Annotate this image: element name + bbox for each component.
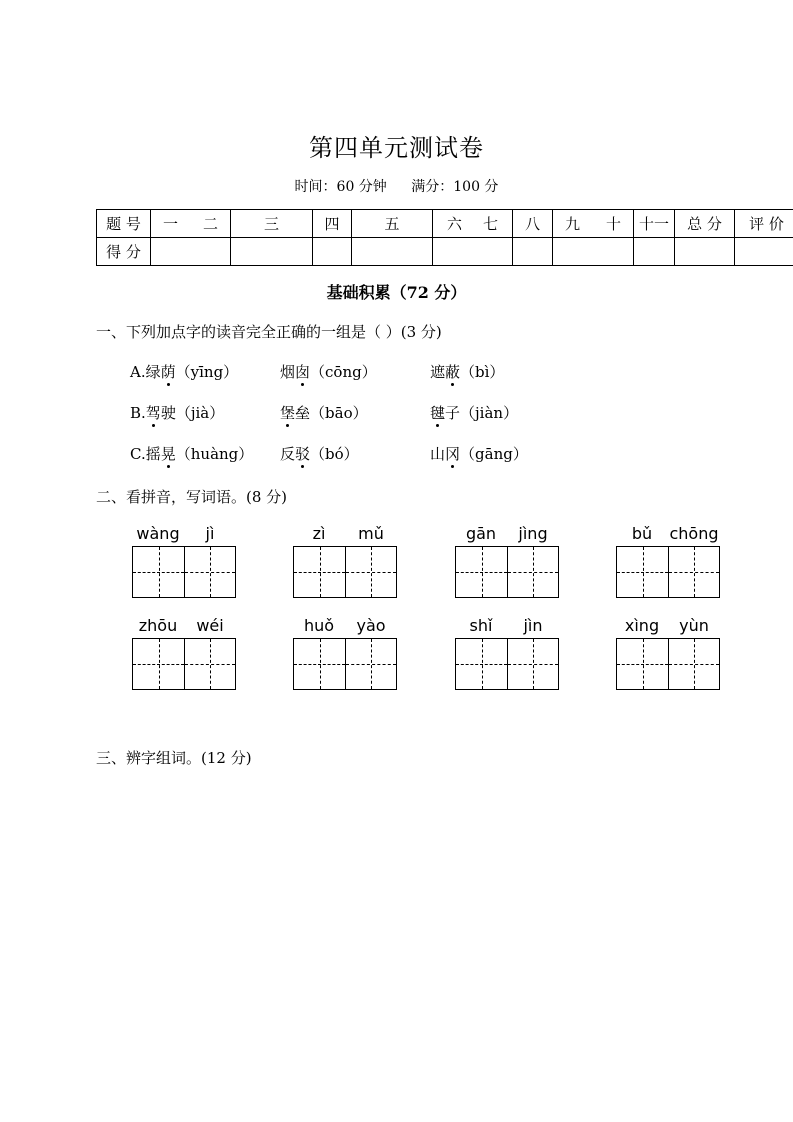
option-word <box>130 361 238 382</box>
word-char: 反 <box>280 445 296 463</box>
pinyin-reading: （cōng） <box>310 363 377 381</box>
option-word <box>280 402 368 423</box>
writing-cell[interactable] <box>294 639 345 689</box>
page-title: 第四单元测试卷 <box>309 134 484 162</box>
word-char: 摇 <box>145 445 161 463</box>
option-word <box>280 361 377 382</box>
col-total: 总 分 <box>675 210 735 238</box>
question-1-title: 一、下列加点字的读音完全正确的一组是（ ）(3 分) <box>96 323 442 341</box>
word-char: 山 <box>430 445 446 463</box>
pinyin-syllable: zì <box>312 524 326 543</box>
score-value-row <box>97 238 793 266</box>
col-3: 三 <box>231 210 313 238</box>
full-score: 满分：100 分 <box>411 179 499 195</box>
col-4: 四 <box>313 210 352 238</box>
writing-cell[interactable] <box>507 547 558 597</box>
pinyin-reading: （gāng） <box>460 445 528 463</box>
writing-cell[interactable] <box>133 639 184 689</box>
question-2-title: 二、看拼音，写词语。(8 分) <box>96 488 288 506</box>
writing-cell[interactable] <box>507 639 558 689</box>
writing-cell[interactable] <box>456 639 507 689</box>
pinyin-syllable: wàng <box>136 524 180 543</box>
question-3-title: 三、辨字组词。(12 分) <box>96 749 252 767</box>
score-table <box>96 209 793 266</box>
dotted-char: 冈 <box>445 445 461 463</box>
dotted-char: 荫 <box>160 363 176 381</box>
writing-cell[interactable] <box>617 639 668 689</box>
writing-boxes <box>616 638 720 690</box>
option-word <box>430 402 518 423</box>
pinyin-syllable: jìn <box>523 616 543 635</box>
writing-boxes <box>293 638 397 690</box>
dotted-char: 晃 <box>160 445 176 463</box>
pinyin-syllable: bǔ <box>631 524 653 543</box>
score-cell[interactable] <box>553 238 634 266</box>
score-cell[interactable] <box>513 238 553 266</box>
pinyin-reading: （huàng） <box>175 445 254 463</box>
writing-cell[interactable] <box>345 639 396 689</box>
writing-boxes <box>616 546 720 598</box>
dotted-char: 驾 <box>145 404 161 422</box>
option-word <box>430 361 504 382</box>
score-cell[interactable] <box>675 238 735 266</box>
score-cell[interactable] <box>634 238 675 266</box>
score-cell[interactable] <box>231 238 313 266</box>
writing-cell[interactable] <box>184 639 235 689</box>
pinyin-label <box>132 524 236 544</box>
pinyin-label <box>132 616 236 636</box>
writing-cell[interactable] <box>617 547 668 597</box>
col-8: 八 <box>513 210 553 238</box>
row-label-number: 题 号 <box>97 210 151 238</box>
option-label: B. <box>130 404 146 422</box>
pinyin-label <box>616 616 720 636</box>
dotted-char: 堡 <box>280 404 296 422</box>
word-char: 遮 <box>430 363 446 381</box>
row-label-score: 得 分 <box>97 238 151 266</box>
writing-cell[interactable] <box>668 639 719 689</box>
option-word <box>130 402 224 423</box>
score-cell[interactable] <box>151 238 231 266</box>
score-header-row <box>97 210 793 238</box>
pinyin-syllable: jì <box>205 524 215 543</box>
pinyin-syllable: zhōu <box>138 616 178 635</box>
col-5: 五 <box>352 210 433 238</box>
pinyin-syllable: xìng <box>624 616 660 635</box>
pinyin-syllable: wéi <box>196 616 224 635</box>
pinyin-label <box>455 524 559 544</box>
word-char: 烟 <box>280 363 296 381</box>
pinyin-reading: （yīng） <box>175 363 239 381</box>
pinyin-syllable: gān <box>465 524 497 543</box>
pinyin-syllable: yùn <box>679 616 709 635</box>
option-label: C. <box>130 445 146 463</box>
pinyin-label <box>616 524 720 544</box>
time-limit: 时间：60 分钟 <box>294 179 387 195</box>
score-cell[interactable] <box>313 238 352 266</box>
option-word <box>130 443 253 464</box>
word-char: 驶 <box>160 404 176 422</box>
option-word <box>430 443 528 464</box>
writing-boxes <box>455 546 559 598</box>
col-1-2: 一 二 <box>151 210 231 238</box>
score-cell[interactable] <box>433 238 513 266</box>
pinyin-reading: （bāo） <box>310 404 368 422</box>
pinyin-label <box>293 524 397 544</box>
writing-cell[interactable] <box>345 547 396 597</box>
col-11: 十一 <box>634 210 675 238</box>
pinyin-syllable: shǐ <box>469 616 493 635</box>
writing-boxes <box>455 638 559 690</box>
option-label: A. <box>130 363 146 381</box>
pinyin-syllable: jìng <box>518 524 548 543</box>
word-char: 子 <box>445 404 461 422</box>
writing-cell[interactable] <box>184 547 235 597</box>
col-6-7: 六 七 <box>433 210 513 238</box>
dotted-char: 驳 <box>295 445 311 463</box>
writing-cell[interactable] <box>294 547 345 597</box>
score-cell[interactable] <box>352 238 433 266</box>
pinyin-syllable: huǒ <box>303 616 335 635</box>
dotted-char: 蔽 <box>445 363 461 381</box>
word-char: 垒 <box>295 404 311 422</box>
dotted-char: 囱 <box>295 363 311 381</box>
writing-boxes <box>132 546 236 598</box>
option-word <box>280 443 359 464</box>
pinyin-reading: （bì） <box>460 363 505 381</box>
writing-cell[interactable] <box>668 547 719 597</box>
pinyin-reading: （jià） <box>175 404 225 422</box>
pinyin-reading: （jiàn） <box>460 404 519 422</box>
writing-cell[interactable] <box>133 547 184 597</box>
dotted-char: 毽 <box>430 404 446 422</box>
section-heading: 基础积累（72 分） <box>326 283 467 302</box>
pinyin-reading: （bó） <box>310 445 359 463</box>
exam-meta <box>0 176 793 196</box>
pinyin-syllable: mǔ <box>358 524 384 543</box>
pinyin-label <box>455 616 559 636</box>
col-9-10: 九 十 <box>553 210 634 238</box>
pinyin-label <box>293 616 397 636</box>
pinyin-syllable: chōng <box>669 524 719 543</box>
word-char: 绿 <box>145 363 161 381</box>
writing-boxes <box>132 638 236 690</box>
writing-cell[interactable] <box>456 547 507 597</box>
pinyin-syllable: yào <box>356 616 386 635</box>
col-evaluation: 评 价 <box>735 210 793 238</box>
writing-boxes <box>293 546 397 598</box>
score-cell[interactable] <box>735 238 793 266</box>
